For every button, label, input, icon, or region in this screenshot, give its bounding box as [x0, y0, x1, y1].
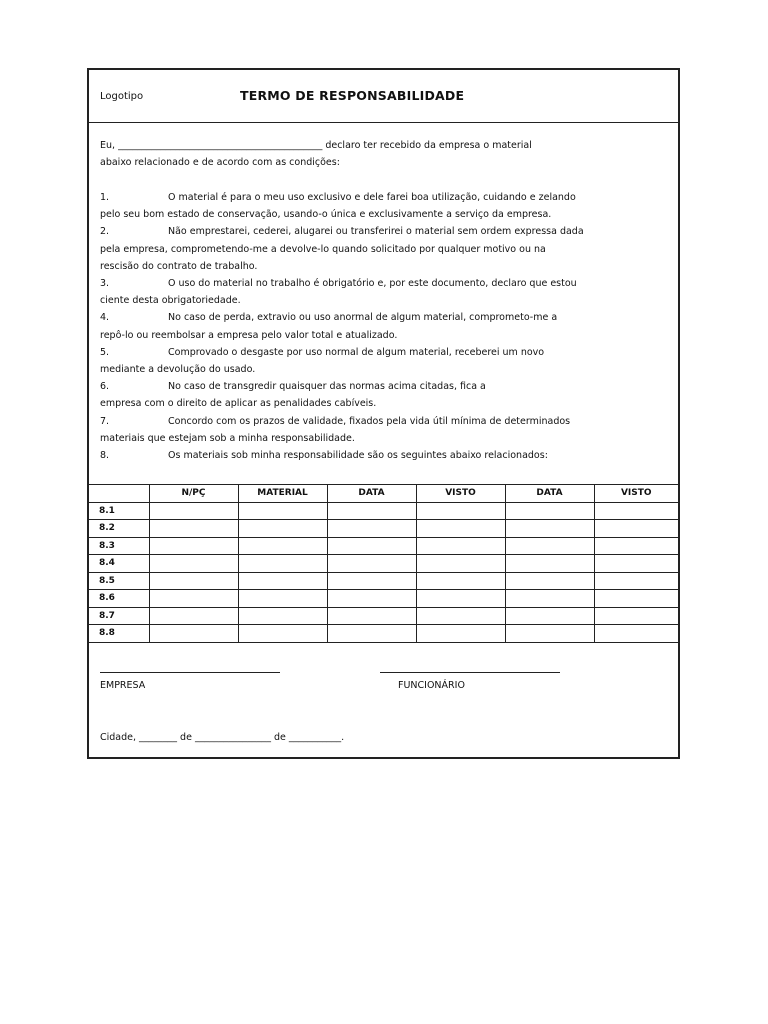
clause-continuation: rescisão do contrato de trabalho.	[100, 260, 258, 272]
logo-placeholder: Logotipo	[100, 91, 144, 102]
table-cell[interactable]	[505, 502, 594, 520]
table-cell[interactable]	[149, 502, 238, 520]
table-cell[interactable]	[416, 502, 505, 520]
table-cell[interactable]	[327, 502, 416, 520]
table-cell[interactable]	[238, 555, 327, 573]
table-cell[interactable]	[238, 502, 327, 520]
table-cell[interactable]	[149, 572, 238, 590]
table-header-cell: N/PÇ	[149, 485, 238, 503]
table-cell[interactable]	[594, 502, 678, 520]
table-cell[interactable]	[505, 572, 594, 590]
intro-line-1: Eu, ___________________________________________ declaro ter recebido da empresa o material	[100, 140, 532, 151]
table-cell[interactable]	[149, 590, 238, 608]
row-label: 8.7	[89, 607, 149, 625]
table-cell[interactable]	[238, 572, 327, 590]
clause-number: 2.	[100, 226, 110, 238]
clause-continuation: repô-lo ou reembolsar a empresa pelo valor total e atualizado.	[100, 329, 398, 341]
row-label: 8.6	[89, 590, 149, 608]
table-cell[interactable]	[327, 555, 416, 573]
table-cell[interactable]	[416, 625, 505, 643]
clause-text: Não emprestarei, cederei, alugarei ou transferirei o material sem ordem expressa dada	[168, 226, 584, 238]
responsibility-form	[87, 68, 680, 759]
table-cell[interactable]	[416, 520, 505, 538]
table-cell[interactable]	[416, 537, 505, 555]
clause-continuation: pelo seu bom estado de conservação, usando-o única e exclusivamente a serviço da empresa.	[100, 209, 552, 221]
table-cell[interactable]	[594, 572, 678, 590]
clause-continuation: mediante a devolução do usado.	[100, 364, 256, 375]
clause-number: 6.	[100, 381, 110, 393]
table-cell[interactable]	[327, 590, 416, 608]
table-cell[interactable]	[416, 555, 505, 573]
table-cell[interactable]	[149, 537, 238, 555]
table-header-row	[89, 485, 678, 503]
page-title: TERMO DE RESPONSABILIDADE	[240, 88, 465, 103]
table-cell[interactable]	[594, 520, 678, 538]
company-signature-label: EMPRESA	[100, 680, 146, 691]
table-row	[89, 625, 678, 643]
clause-text: O uso do material no trabalho é obrigatório e, por este documento, declaro que estou	[168, 278, 577, 289]
table-body	[89, 502, 678, 642]
table-cell[interactable]	[327, 625, 416, 643]
clause-text: Os materiais sob minha responsabilidade são os seguintes abaixo relacionados:	[168, 450, 548, 461]
table-row	[89, 555, 678, 573]
table-header-cell: DATA	[505, 485, 594, 503]
table-header-cell	[89, 485, 149, 503]
company-signature-line	[100, 672, 280, 673]
clause-number: 3.	[100, 278, 110, 289]
table-header-cell: MATERIAL	[238, 485, 327, 503]
clause-continuation: materiais que estejam sob a minha responsabilidade.	[100, 432, 355, 444]
table-cell[interactable]	[505, 555, 594, 573]
table-row	[89, 537, 678, 555]
row-label: 8.4	[89, 555, 149, 573]
table-row	[89, 520, 678, 538]
table-header-cell: DATA	[327, 485, 416, 503]
clause-number: 5.	[100, 346, 110, 358]
table-cell[interactable]	[416, 572, 505, 590]
table-cell[interactable]	[238, 607, 327, 625]
row-label: 8.5	[89, 572, 149, 590]
table-cell[interactable]	[594, 625, 678, 643]
table-row	[89, 607, 678, 625]
table-cell[interactable]	[327, 537, 416, 555]
row-label: 8.2	[89, 520, 149, 538]
table-cell[interactable]	[505, 520, 594, 538]
table-row	[89, 572, 678, 590]
table-cell[interactable]	[149, 555, 238, 573]
table-cell[interactable]	[505, 537, 594, 555]
table-cell[interactable]	[505, 625, 594, 643]
table-cell[interactable]	[149, 520, 238, 538]
employee-signature-label: FUNCIONÁRIO	[398, 680, 465, 691]
table-cell[interactable]	[238, 590, 327, 608]
table-cell[interactable]	[505, 607, 594, 625]
clause-continuation: pela empresa, comprometendo-me a devolve-lo quando solicitado por qualquer motivo ou na	[100, 243, 546, 255]
table-cell[interactable]	[149, 625, 238, 643]
table-row	[89, 502, 678, 520]
row-label: 8.8	[89, 625, 149, 643]
city-date-line: Cidade, ________ de ________________ de ___________.	[100, 732, 345, 743]
clause-text: O material é para o meu uso exclusivo e dele farei boa utilização, cuidando e zelando	[168, 192, 576, 203]
table-cell[interactable]	[238, 625, 327, 643]
intro-line-2: abaixo relacionado e de acordo com as condições:	[100, 157, 340, 168]
table-cell[interactable]	[327, 520, 416, 538]
materials-table	[89, 484, 678, 643]
table-cell[interactable]	[594, 607, 678, 625]
table-cell[interactable]	[505, 590, 594, 608]
table-header-cell: VISTO	[594, 485, 678, 503]
clause-text: Comprovado o desgaste por uso normal de algum material, receberei um novo	[168, 346, 545, 358]
table-cell[interactable]	[594, 555, 678, 573]
form-header	[89, 70, 678, 123]
clause-number: 1.	[100, 192, 110, 203]
table-cell[interactable]	[594, 537, 678, 555]
table-cell[interactable]	[327, 572, 416, 590]
table-cell[interactable]	[149, 607, 238, 625]
table-header-cell: VISTO	[416, 485, 505, 503]
clause-text: Concordo com os prazos de validade, fixados pela vida útil mínima de determinados	[168, 415, 571, 427]
clause-continuation: ciente desta obrigatoriedade.	[100, 295, 241, 307]
clause-number: 8.	[100, 450, 110, 461]
table-row	[89, 590, 678, 608]
table-cell[interactable]	[594, 590, 678, 608]
table-cell[interactable]	[238, 537, 327, 555]
table-cell[interactable]	[238, 520, 327, 538]
clause-number: 4.	[100, 312, 110, 324]
clause-number: 7.	[100, 415, 110, 427]
clause-text: No caso de transgredir quaisquer das normas acima citadas, fica a	[168, 381, 486, 393]
table-cell[interactable]	[327, 607, 416, 625]
row-label: 8.3	[89, 537, 149, 555]
clause-text: No caso de perda, extravio ou uso anormal de algum material, comprometo-me a	[168, 312, 558, 324]
clause-continuation: empresa com o direito de aplicar as penalidades cabíveis.	[100, 398, 377, 410]
table-cell[interactable]	[416, 607, 505, 625]
table-cell[interactable]	[416, 590, 505, 608]
row-label: 8.1	[89, 502, 149, 520]
employee-signature-line	[380, 672, 560, 673]
